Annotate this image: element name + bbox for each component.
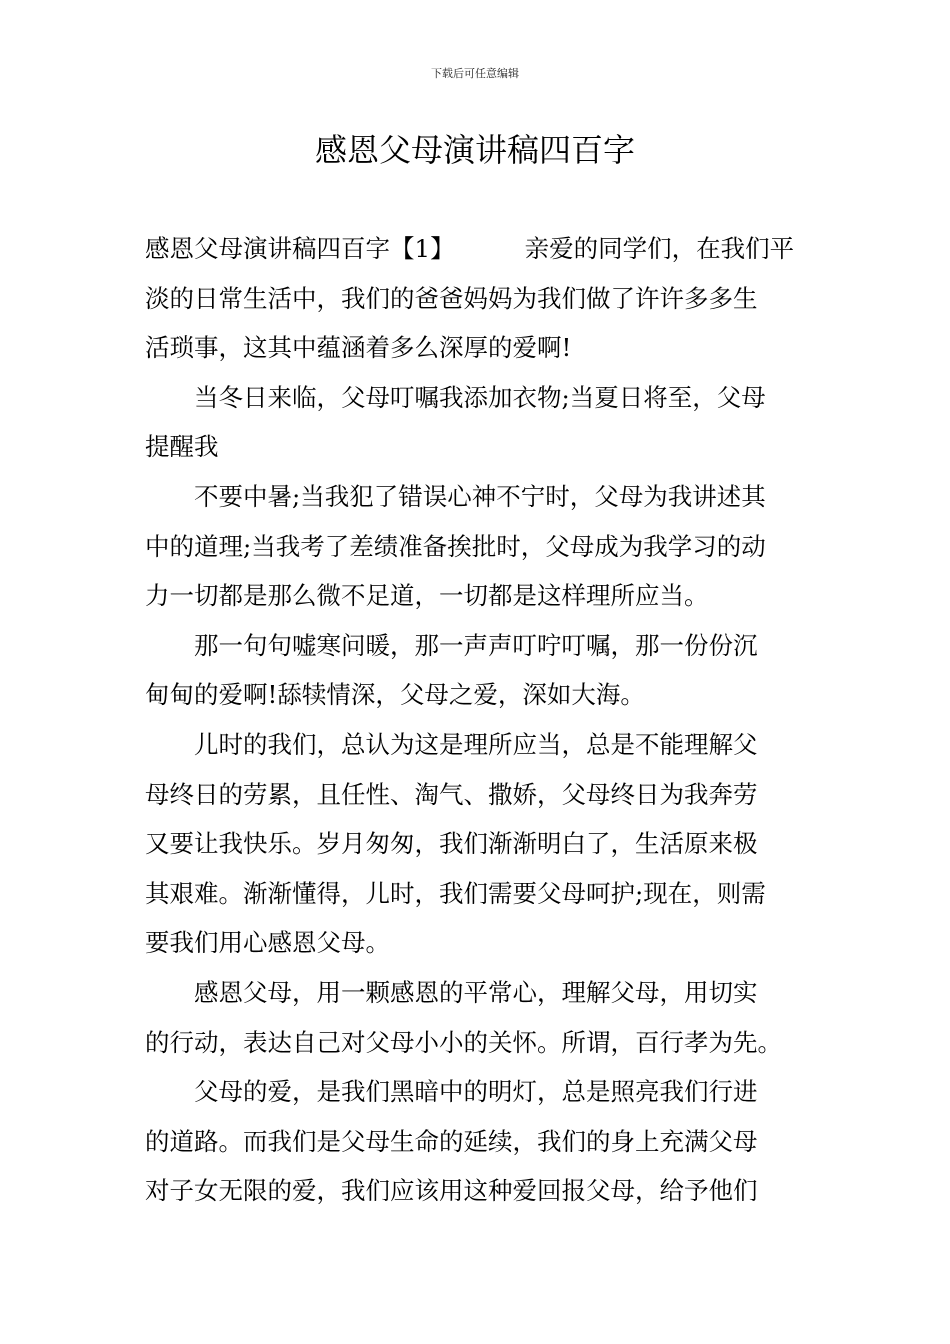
paragraph-6 [145,968,807,1067]
paragraph-line: 母终日的劳累，且任性、淘气、撒娇，父母终日为我奔劳 [145,779,758,809]
paragraph-1 [145,224,807,373]
paragraph-line: 儿时的我们，总认为这是理所应当，总是不能理解父 [194,729,758,759]
paragraph-line: 提醒我 [145,432,219,462]
paragraph-line: 力一切都是那么微不足道，一切都是这样理所应当。 [145,581,709,611]
paragraph-5 [145,720,807,968]
paragraph-2 [145,373,807,472]
header-note: 下载后可任意编辑 [431,67,519,80]
document-title: 感恩父母演讲稿四百字 [314,131,635,169]
paragraph-line: 父母的爱，是我们黑暗中的明灯，总是照亮我们行进 [194,1077,758,1107]
paragraph-line: 中的道理;当我考了差绩准备挨批时，父母成为我学习的动 [145,531,766,561]
paragraph-line: 对子女无限的爱，我们应该用这种爱回报父母，给予他们 [145,1176,758,1206]
document-body [145,224,807,1216]
paragraph-line: 又要让我快乐。岁月匆匆，我们渐渐明白了，生活原来极 [145,829,758,859]
paragraph-4 [145,621,807,720]
paragraph-line: 淡的日常生活中，我们的爸爸妈妈为我们做了许许多多生 [145,283,758,313]
paragraph-line: 的行动，表达自己对父母小小的关怀。所谓，百行孝为先。 [145,1027,782,1057]
paragraph-line: 的道路。而我们是父母生命的延续，我们的身上充满父母 [145,1126,758,1156]
paragraph-7 [145,1067,807,1216]
paragraph-line: 要我们用心感恩父母。 [145,928,390,958]
paragraph-line: 其艰难。渐渐懂得，儿时，我们需要父母呵护;现在，则需 [145,878,766,908]
section-heading: 感恩父母演讲稿四百字【1】 [145,234,455,263]
paragraph-3 [145,472,807,621]
paragraph-line: 当冬日来临，父母叮嘱我添加衣物;当夏日将至，父母 [194,382,766,412]
paragraph-line: 活琐事，这其中蕴涵着多么深厚的爱啊! [145,333,572,363]
paragraph-line: 不要中暑;当我犯了错误心神不宁时，父母为我讲述其 [194,481,766,511]
paragraph-line: 那一句句嘘寒问暖，那一声声叮咛叮嘱，那一份份沉 [194,630,758,660]
paragraph-line: 甸甸的爱啊!舔犊情深，父母之爱，深如大海。 [145,680,645,710]
paragraph-line: 亲爱的同学们，在我们平 [524,234,795,263]
paragraph-line: 感恩父母，用一颗感恩的平常心，理解父母，用切实 [194,977,758,1007]
